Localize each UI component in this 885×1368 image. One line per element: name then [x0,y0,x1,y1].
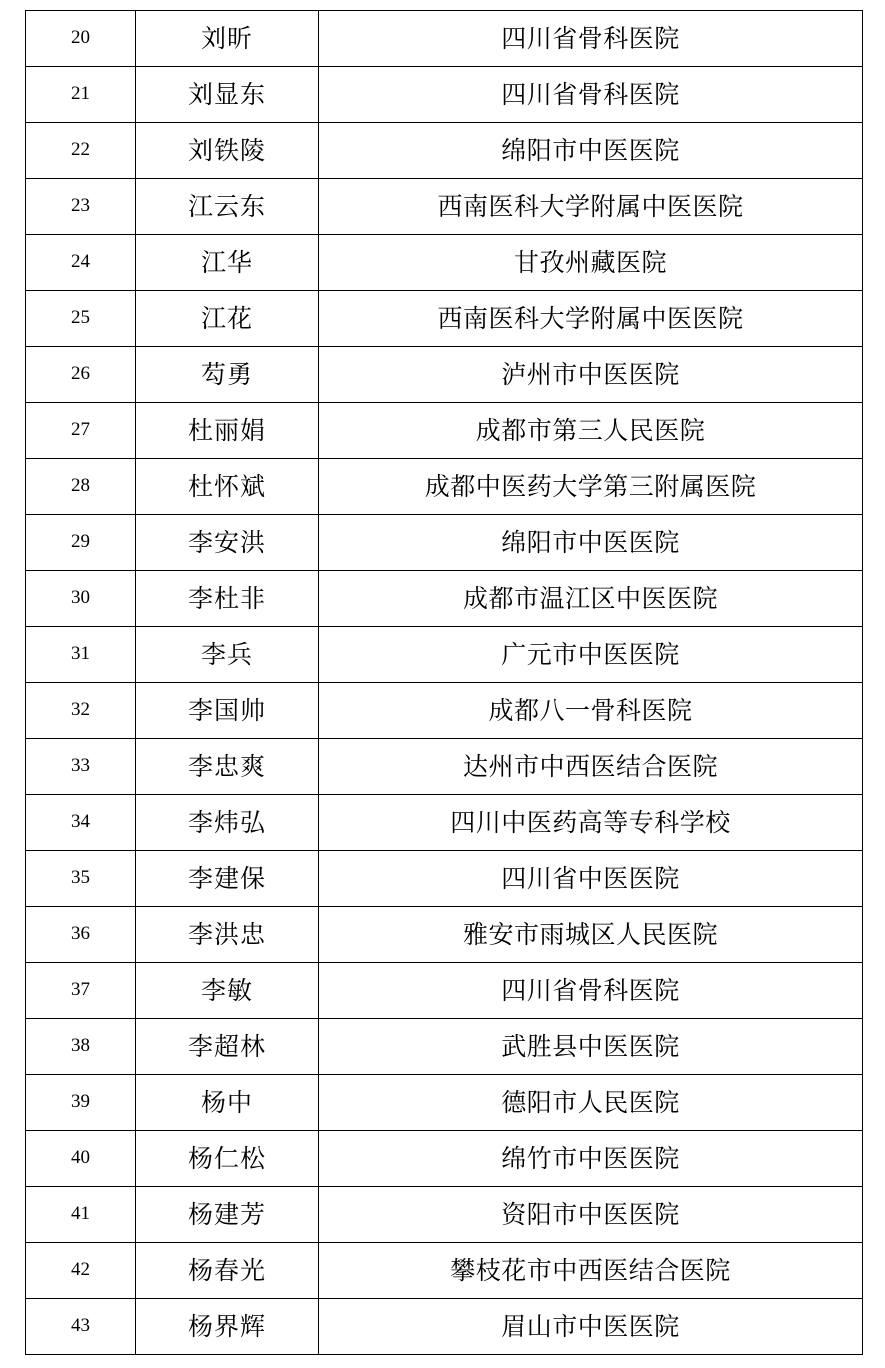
table-row [26,739,863,795]
cell-name: 杨界辉 [136,1299,319,1355]
cell-organization: 四川中医药高等专科学校 [319,795,863,851]
cell-index: 27 [26,403,136,459]
cell-name: 刘显东 [136,67,319,123]
cell-index: 43 [26,1299,136,1355]
cell-index: 20 [26,11,136,67]
table-row [26,459,863,515]
cell-index: 21 [26,67,136,123]
cell-index: 39 [26,1075,136,1131]
cell-organization: 眉山市中医医院 [319,1299,863,1355]
cell-index: 22 [26,123,136,179]
table-row [26,67,863,123]
table-row [26,11,863,67]
cell-index: 31 [26,627,136,683]
cell-name: 李敏 [136,963,319,1019]
table-row [26,1187,863,1243]
table-row [26,123,863,179]
cell-organization: 西南医科大学附属中医医院 [319,291,863,347]
cell-index: 34 [26,795,136,851]
table-row [26,515,863,571]
roster-table [25,10,863,1355]
cell-organization: 达州市中西医结合医院 [319,739,863,795]
cell-name: 李忠爽 [136,739,319,795]
cell-name: 杨仁松 [136,1131,319,1187]
cell-organization: 四川省骨科医院 [319,11,863,67]
cell-organization: 雅安市雨城区人民医院 [319,907,863,963]
cell-name: 刘铁陵 [136,123,319,179]
cell-index: 25 [26,291,136,347]
cell-name: 李兵 [136,627,319,683]
cell-index: 36 [26,907,136,963]
cell-name: 李洪忠 [136,907,319,963]
table-row [26,1019,863,1075]
table-row [26,179,863,235]
cell-index: 42 [26,1243,136,1299]
table-row [26,1131,863,1187]
cell-name: 李国帅 [136,683,319,739]
cell-index: 41 [26,1187,136,1243]
cell-name: 杨中 [136,1075,319,1131]
table-row [26,683,863,739]
cell-index: 29 [26,515,136,571]
cell-organization: 成都市第三人民医院 [319,403,863,459]
table-row [26,347,863,403]
cell-name: 杨春光 [136,1243,319,1299]
cell-organization: 四川省骨科医院 [319,67,863,123]
cell-index: 40 [26,1131,136,1187]
cell-index: 33 [26,739,136,795]
cell-organization: 甘孜州藏医院 [319,235,863,291]
table-row [26,235,863,291]
cell-organization: 四川省中医医院 [319,851,863,907]
cell-index: 24 [26,235,136,291]
roster-table-body [26,11,863,1355]
table-row [26,1243,863,1299]
table-row [26,907,863,963]
cell-index: 23 [26,179,136,235]
cell-name: 刘昕 [136,11,319,67]
cell-organization: 武胜县中医医院 [319,1019,863,1075]
cell-name: 李安洪 [136,515,319,571]
cell-name: 李杜非 [136,571,319,627]
cell-index: 38 [26,1019,136,1075]
cell-name: 杜丽娟 [136,403,319,459]
table-row [26,795,863,851]
cell-name: 李超林 [136,1019,319,1075]
cell-organization: 泸州市中医医院 [319,347,863,403]
cell-name: 杜怀斌 [136,459,319,515]
table-row [26,963,863,1019]
table-row [26,627,863,683]
cell-organization: 成都市温江区中医医院 [319,571,863,627]
cell-organization: 成都八一骨科医院 [319,683,863,739]
cell-name: 李炜弘 [136,795,319,851]
cell-index: 35 [26,851,136,907]
cell-organization: 资阳市中医医院 [319,1187,863,1243]
table-row [26,403,863,459]
cell-index: 30 [26,571,136,627]
table-row [26,571,863,627]
table-row [26,1299,863,1355]
cell-organization: 绵阳市中医医院 [319,123,863,179]
cell-name: 江华 [136,235,319,291]
cell-name: 江云东 [136,179,319,235]
table-row [26,291,863,347]
cell-name: 杨建芳 [136,1187,319,1243]
cell-organization: 四川省骨科医院 [319,963,863,1019]
cell-index: 28 [26,459,136,515]
cell-organization: 绵阳市中医医院 [319,515,863,571]
cell-organization: 成都中医药大学第三附属医院 [319,459,863,515]
table-row [26,851,863,907]
cell-organization: 绵竹市中医医院 [319,1131,863,1187]
cell-index: 26 [26,347,136,403]
cell-index: 37 [26,963,136,1019]
cell-index: 32 [26,683,136,739]
cell-organization: 德阳市人民医院 [319,1075,863,1131]
cell-name: 江花 [136,291,319,347]
cell-name: 李建保 [136,851,319,907]
table-row [26,1075,863,1131]
cell-organization: 广元市中医医院 [319,627,863,683]
cell-name: 芶勇 [136,347,319,403]
cell-organization: 西南医科大学附属中医医院 [319,179,863,235]
cell-organization: 攀枝花市中西医结合医院 [319,1243,863,1299]
